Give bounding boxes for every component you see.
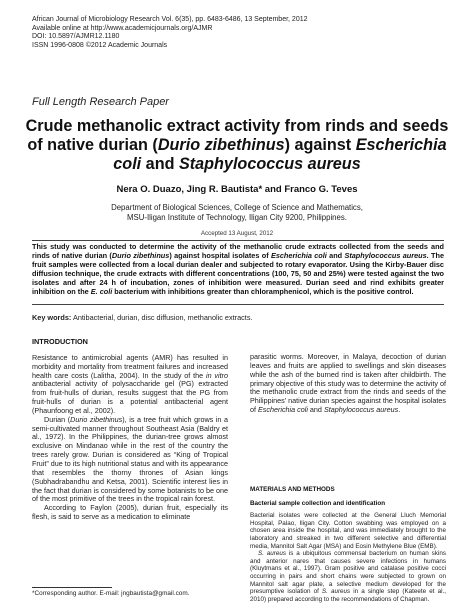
- abstract-divider-top: [32, 240, 444, 241]
- footnote-divider: [32, 587, 112, 588]
- introduction-heading: INTRODUCTION: [32, 337, 88, 346]
- methods-subheading: Bacterial sample collection and identification: [250, 499, 386, 507]
- keywords-text: Antibacterial, durian, disc diffusion, methanolic extracts.: [71, 313, 253, 322]
- intro-paragraph-1: Resistance to antimicrobial agents (AMR) has resulted in morbidity and mortality from treatment failures and increased health care costs (Lalitha, 2004). In the study of the in vitro antibacterial activity of polysaccharide gel (PG) extracted from fruit-hulls of durian, results suggest that the PG from fruit-hulls of durian is a potential antibacterial agent (Phaunfoong et al., 2002).: [32, 352, 228, 415]
- journal-header: [32, 16, 308, 50]
- methods-paragraph-1: Bacterial isolates were collected at the General Lluch Memorial Hospital, Palao, Iligan City. Cotton swabbing was employed on a chosen area inside the hospital, and was immediately brought to the laboratory and streaked in two different selective and differential media, Mannitol Salt Agar (MSA) and Eosin Methylene Blue (EMB).: [250, 512, 446, 550]
- right-column: [250, 353, 446, 415]
- methods-heading: MATERIALS AND METHODS: [250, 486, 335, 493]
- journal-issn: ISSN 1996-0808 ©2012 Academic Journals: [32, 41, 168, 49]
- journal-doi: DOI: 10.5897/AJMR12.1180: [32, 33, 120, 41]
- abstract-divider-bottom: [32, 304, 444, 305]
- keywords-label: Key words:: [32, 313, 72, 322]
- intro-paragraph-continued: parasitic worms. Moreover, in Malaya, decoction of durian leaves and fruits are applied to swellings and skin diseases while the ash of the burned rind is taken after childbirth. The primary objective of this study was to determine the activity of the methanolic crude extract from the rinds and seeds of the Philippines’ native durian species against the hospital isolates of Escherichia coli and Staphylococcus aureus.: [250, 352, 446, 415]
- abstract: This study was conducted to determine the activity of the methanolic crude extracts collected from the seeds and rinds of native durian (Durio zibethinus) against hospital isolates of Escherichia coli and Staphylococcus aureus. The fruit samples were collected from a local durian dealer and subjected to rotary evaporator. Using the Kirby-Bauer disc diffusion technique, the crude extracts with different concentrations (100, 75, 50 and 25%) were tested against the two isolates and after 24 h of incubation, zones of inhibition were measured. Durian seed and rind exhibits greater inhibition on the E. coli bacterium with inhibitions greater than chloramphenicol, which is the positive control.: [32, 242, 444, 296]
- intro-paragraph-2: Durian (Durio zibethinus), is a tree fruit which grows in a semi-cultivated manner throughout Southeast Asia (Baldry et al., 1972). In the Philippines, the durian-tree grows almost exclusive on Mindanao while in the rest of the country the trees rarely grow. Durian is considered as “King of Tropical Fruit” due to its high nutritional status and with its appearance that resembles the thorny thrones of Asian kings (Subhadrabandhu and Ketsa, 2001). Scientific interest lies in the fact that durian is considered by some botanists to be one of the most primitive of the trees in the tropical rain forest.: [32, 414, 228, 504]
- methods-section: [250, 477, 446, 603]
- intro-paragraph-3: According to Faylon (2005), durian fruit, especially its flesh, is said to serve as a medication to eliminate: [32, 503, 228, 522]
- corresponding-author-footnote: *Corresponding author. E-mail: jngbautista@gmail.com.: [32, 590, 190, 597]
- paper-type: Full Length Research Paper: [32, 96, 169, 108]
- affiliation: Department of Biological Sciences, College of Science and Mathematics, MSU-Iligan Institute of Technology, Iligan City 9200, Philippines.: [111, 203, 363, 222]
- keywords: [32, 313, 444, 322]
- methods-paragraph-2: S. aureus is a ubiquitous commensal bacterium on human skins and anterior nares that causes severe infections in humans (Kluytmans et al., 1997). Gram positive and catalase positive cocci occurring in pairs and short chains were subjected to grown on Mannitol salt agar plate, a selective medium developed for the presumptive isolation of S. aureus in a single step (Kateete et al., 2010) prepared according to the recommendations of Chapman.: [250, 550, 446, 603]
- accepted-date: Accepted 13 August, 2012: [200, 230, 274, 237]
- author-list: Nera O. Duazo, Jing R. Bautista* and Franco G. Teves: [116, 184, 358, 195]
- left-column: [32, 338, 228, 522]
- article-title: Crude methanolic extract activity from rinds and seeds of native durian (Durio zibethinus) against Escherichia coli and Staphylococcus aureus: [25, 117, 449, 173]
- journal-url[interactable]: Available online at http://www.academicjournals.org/AJMR: [32, 24, 213, 32]
- journal-citation: African Journal of Microbiology Research Vol. 6(35), pp. 6483-6486, 13 September, 2012: [32, 16, 308, 23]
